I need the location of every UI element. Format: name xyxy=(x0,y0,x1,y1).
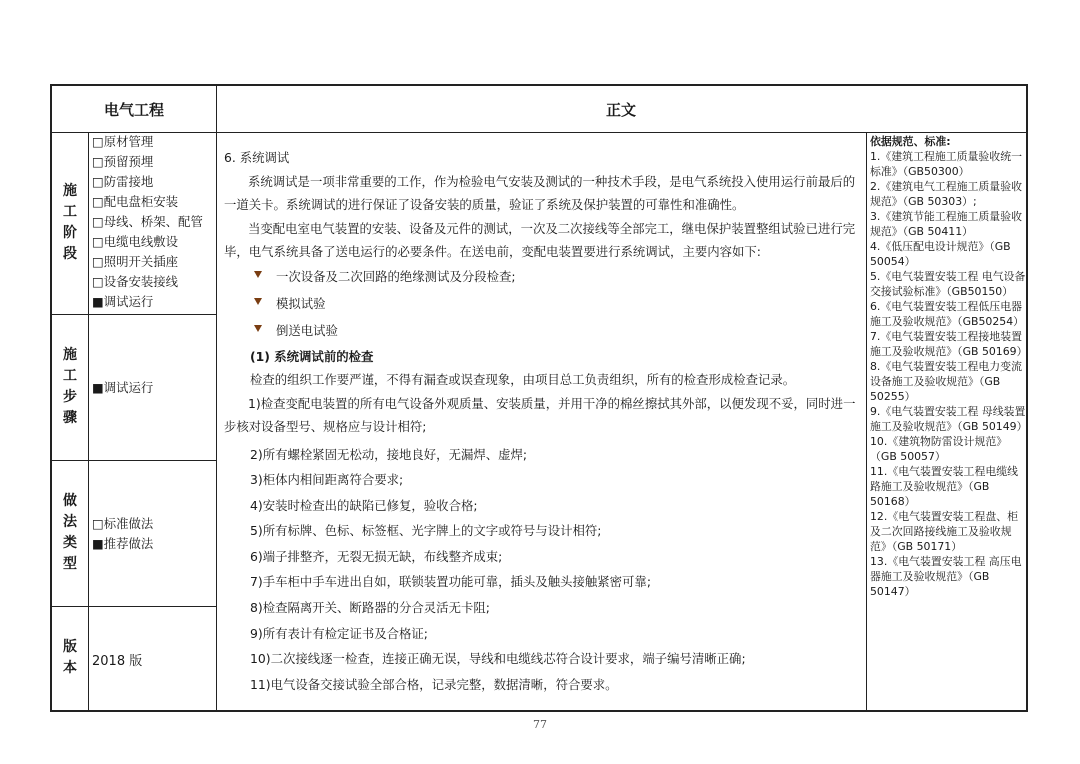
reference-item: 12.《电气装置安装工程盘、柜及二次回路接线施工及验收规范》（GB 50171） xyxy=(870,510,1019,553)
stage-label-steps: 施 工 步 骤 xyxy=(63,347,77,426)
phase-options xyxy=(92,132,216,312)
references-column xyxy=(870,132,1026,599)
version-value: 2018 版 xyxy=(92,654,143,669)
version-options xyxy=(92,652,216,672)
header-left-title: 电气工程 xyxy=(103,100,164,119)
page-number: 77 xyxy=(533,718,547,731)
bullet-item: 倒送电试验 xyxy=(224,318,856,345)
option-item: □母线、桥架、配管 xyxy=(92,214,203,229)
check-item: 11)电气设备交接试验全部合格，记录完整，数据清晰，符合要求。 xyxy=(250,676,618,692)
sub-heading: (1) 系统调试前的检查 xyxy=(250,348,374,364)
stage-label-version: 版 本 xyxy=(63,639,77,676)
bullet-arrow-icon xyxy=(254,325,262,332)
reference-item: 8.《电气装置安装工程电力变流设备施工及验收规范》（GB 50255） xyxy=(870,360,1022,403)
bullet-arrow-icon xyxy=(254,271,262,278)
reference-item: 10.《建筑物防雷设计规范》（GB 50057） xyxy=(870,435,1008,463)
stage-label-phase: 施 工 阶 段 xyxy=(63,183,77,262)
option-item: □标准做法 xyxy=(92,516,154,531)
option-item: □配电盘柜安装 xyxy=(92,194,179,209)
reference-item: 1.《建筑工程施工质量验收统一标准》（GB50300） xyxy=(870,150,1022,178)
option-item: □电缆电线敷设 xyxy=(92,234,179,249)
option-item: □照明开关插座 xyxy=(92,254,179,269)
column-divider xyxy=(216,86,217,710)
bullet-arrow-icon xyxy=(254,298,262,305)
header-right-title: 正文 xyxy=(605,100,636,119)
reference-item: 3.《建筑节能工程施工质量验收规范》（GB 50411） xyxy=(870,210,1022,238)
paragraph: 当变配电室电气装置的安装、设备及元件的测试，一次及二次接线等全部完工，继电保护装置整组试验已进行完毕，电气系统具备了送电运行的必要条件。在送电前，变配电装置要进行系统调试，主要内容如下: xyxy=(224,220,856,259)
reference-item: 11.《电气装置安装工程电缆线路施工及验收规范》（GB 50168） xyxy=(870,465,1019,508)
check-item: 4)安装时检查出的缺陷已修复，验收合格; xyxy=(250,497,478,513)
stage-label-method: 做 法 类 型 xyxy=(63,493,77,572)
document-table xyxy=(50,84,1028,712)
check-item: 1)检查变配电装置的所有电气设备外观质量、安装质量，并用干净的棉丝擦拭其外部，以便发现不妥，同时进一步核对设备型号、规格应与设计相符; xyxy=(224,395,856,434)
check-item: 8)检查隔离开关、断路器的分合灵活无卡阻; xyxy=(250,600,490,616)
section-heading: 6. 系统调试 xyxy=(224,150,290,165)
reference-item: 9.《电气装置安装工程 母线装置施工及验收规范》（GB 50149） xyxy=(870,405,1028,433)
check-item: 6)端子排整齐，无裂无损无缺，布线整齐成束; xyxy=(250,548,503,564)
main-body xyxy=(224,146,856,697)
reference-item: 6.《电气装置安装工程低压电器施工及验收规范》（GB50254） xyxy=(870,300,1025,328)
check-item: 2)所有螺栓紧固无松动，接地良好，无漏焊、虚焊; xyxy=(250,446,528,462)
bullet-item: 模拟试验 xyxy=(224,291,856,318)
reference-item: 4.《低压配电设计规范》（GB 50054） xyxy=(870,240,1011,268)
check-item: 9)所有表计有检定证书及合格证; xyxy=(250,625,428,641)
option-item: □设备安装接线 xyxy=(92,274,179,289)
reference-item: 13.《电气装置安装工程 高压电器施工及验收规范》（GB 50147） xyxy=(870,555,1022,598)
option-item: ■调试运行 xyxy=(92,294,154,309)
option-item: □防雷接地 xyxy=(92,174,154,189)
check-item: 7)手车柜中手车进出自如，联锁装置功能可靠，插头及触头接触紧密可靠; xyxy=(250,574,652,590)
method-options xyxy=(92,514,216,554)
reference-item: 5.《电气装置安装工程 电气设备交接试验标准》（GB50150） xyxy=(870,270,1026,298)
paragraph: 检查的组织工作要严谨，不得有漏查或误查现象，由项目总工负责组织，所有的检查形成检查记录。 xyxy=(250,372,796,387)
option-item: ■推荐做法 xyxy=(92,536,154,551)
steps-options xyxy=(92,378,216,398)
option-item: □原材管理 xyxy=(92,134,154,149)
reference-item: 2.《建筑电气工程施工质量验收规范》（GB 50303）; xyxy=(870,180,1022,208)
bullet-item: 一次设备及二次回路的绝缘测试及分段检查; xyxy=(224,264,856,291)
option-item: □预留预埋 xyxy=(92,154,154,169)
reference-item: 7.《电气装置安装工程接地装置施工及验收规范》（GB 50169） xyxy=(870,330,1028,358)
paragraph: 系统调试是一项非常重要的工作，作为检验电气安装及测试的一种技术手段，是电气系统投入使用运行前最后的一道关卡。系统调试的进行保证了设备安装的质量，验证了系统及保护装置的可靠性和准确性。 xyxy=(224,173,856,212)
check-item: 10)二次接线逐一检查，连接正确无误，导线和电缆线芯符合设计要求，端子编号清晰正确; xyxy=(250,651,746,667)
option-item: ■调试运行 xyxy=(92,380,154,395)
references-title: 依据规范、标准: xyxy=(870,135,951,148)
refs-divider xyxy=(866,132,867,710)
check-item: 3)柜体内相间距离符合要求; xyxy=(250,472,404,488)
stage-divider xyxy=(88,132,89,710)
check-item: 5)所有标牌、色标、标签框、光字牌上的文字或符号与设计相符; xyxy=(250,523,602,539)
